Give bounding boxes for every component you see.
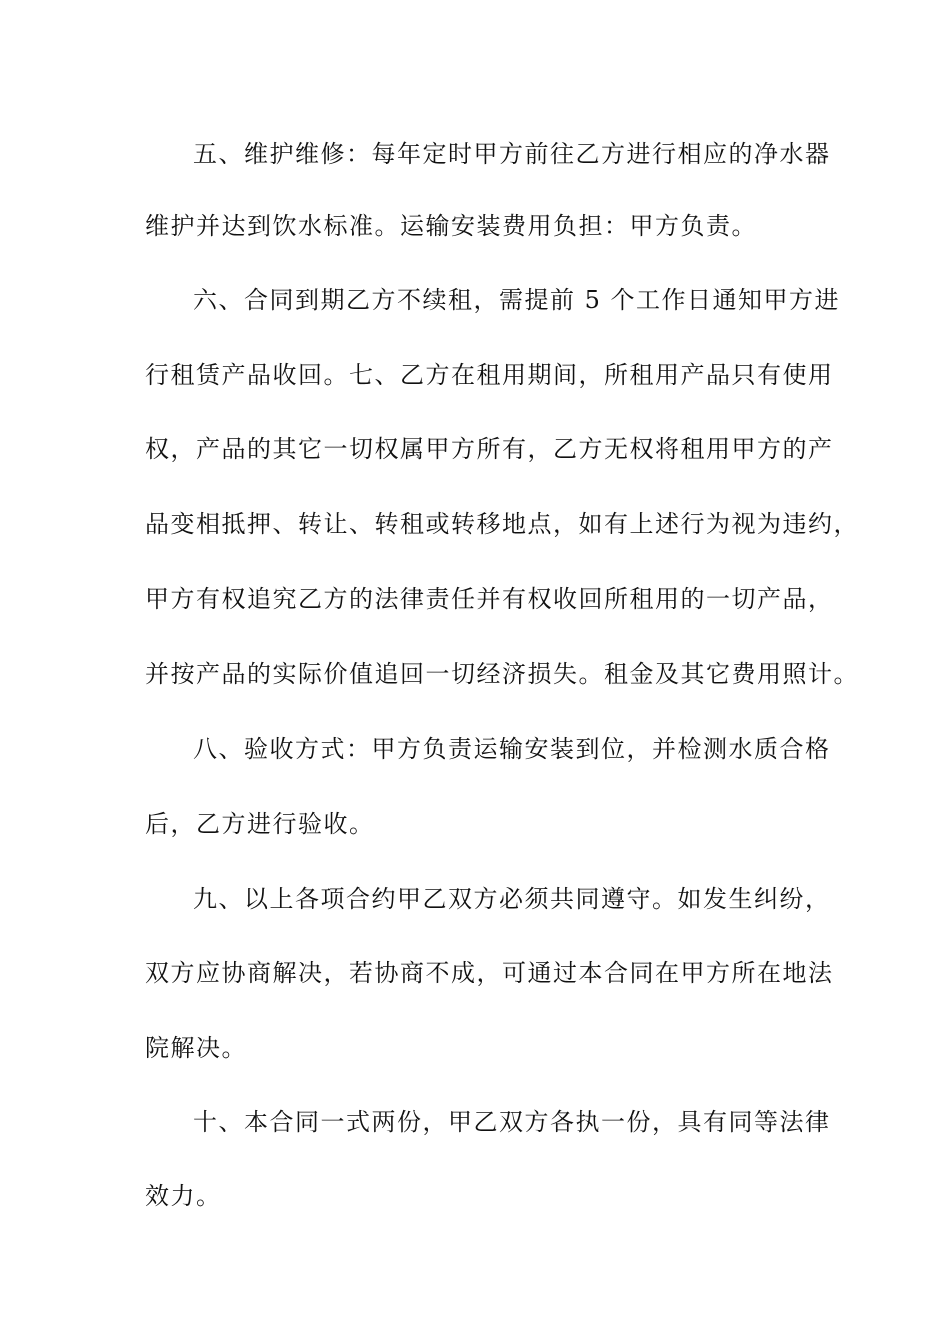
clause-8-line-2: 后，乙方进行验收。 bbox=[145, 810, 375, 838]
clause-6-line-2: 行租赁产品收回。七、乙方在租用期间，所租用产品只有使用 bbox=[145, 361, 834, 389]
clause-7-line-3: 甲方有权追究乙方的法律责任并有权收回所租用的一切产品， bbox=[145, 585, 834, 613]
clause-10-line-2: 效力。 bbox=[145, 1182, 222, 1210]
clause-9-line-1: 九、以上各项合约甲乙双方必须共同遵守。如发生纠纷， bbox=[193, 885, 831, 913]
clause-7-line-4: 并按产品的实际价值追回一切经济损失。租金及其它费用照计。 bbox=[145, 660, 859, 688]
clause-10-line-1: 十、本合同一式两份，甲乙双方各执一份，具有同等法律 bbox=[193, 1108, 831, 1136]
clause-7-line-1: 权，产品的其它一切权属甲方所有，乙方无权将租用甲方的产 bbox=[145, 435, 834, 463]
clause-9-line-2: 双方应协商解决，若协商不成，可通过本合同在甲方所在地法 bbox=[145, 959, 834, 987]
clause-7-line-2: 品变相抵押、转让、转租或转移地点，如有上述行为视为违约， bbox=[145, 510, 859, 538]
clause-5-line-2: 维护并达到饮水标准。运输安装费用负担：甲方负责。 bbox=[145, 212, 757, 240]
clause-5-line-1: 五、维护维修：每年定时甲方前往乙方进行相应的净水器 bbox=[193, 140, 831, 168]
clause-8-line-1: 八、验收方式：甲方负责运输安装到位，并检测水质合格 bbox=[193, 735, 831, 763]
clause-6-line-1: 六、合同到期乙方不续租，需提前 5 个工作日通知甲方进 bbox=[193, 286, 841, 314]
clause-9-line-3: 院解决。 bbox=[145, 1034, 247, 1062]
